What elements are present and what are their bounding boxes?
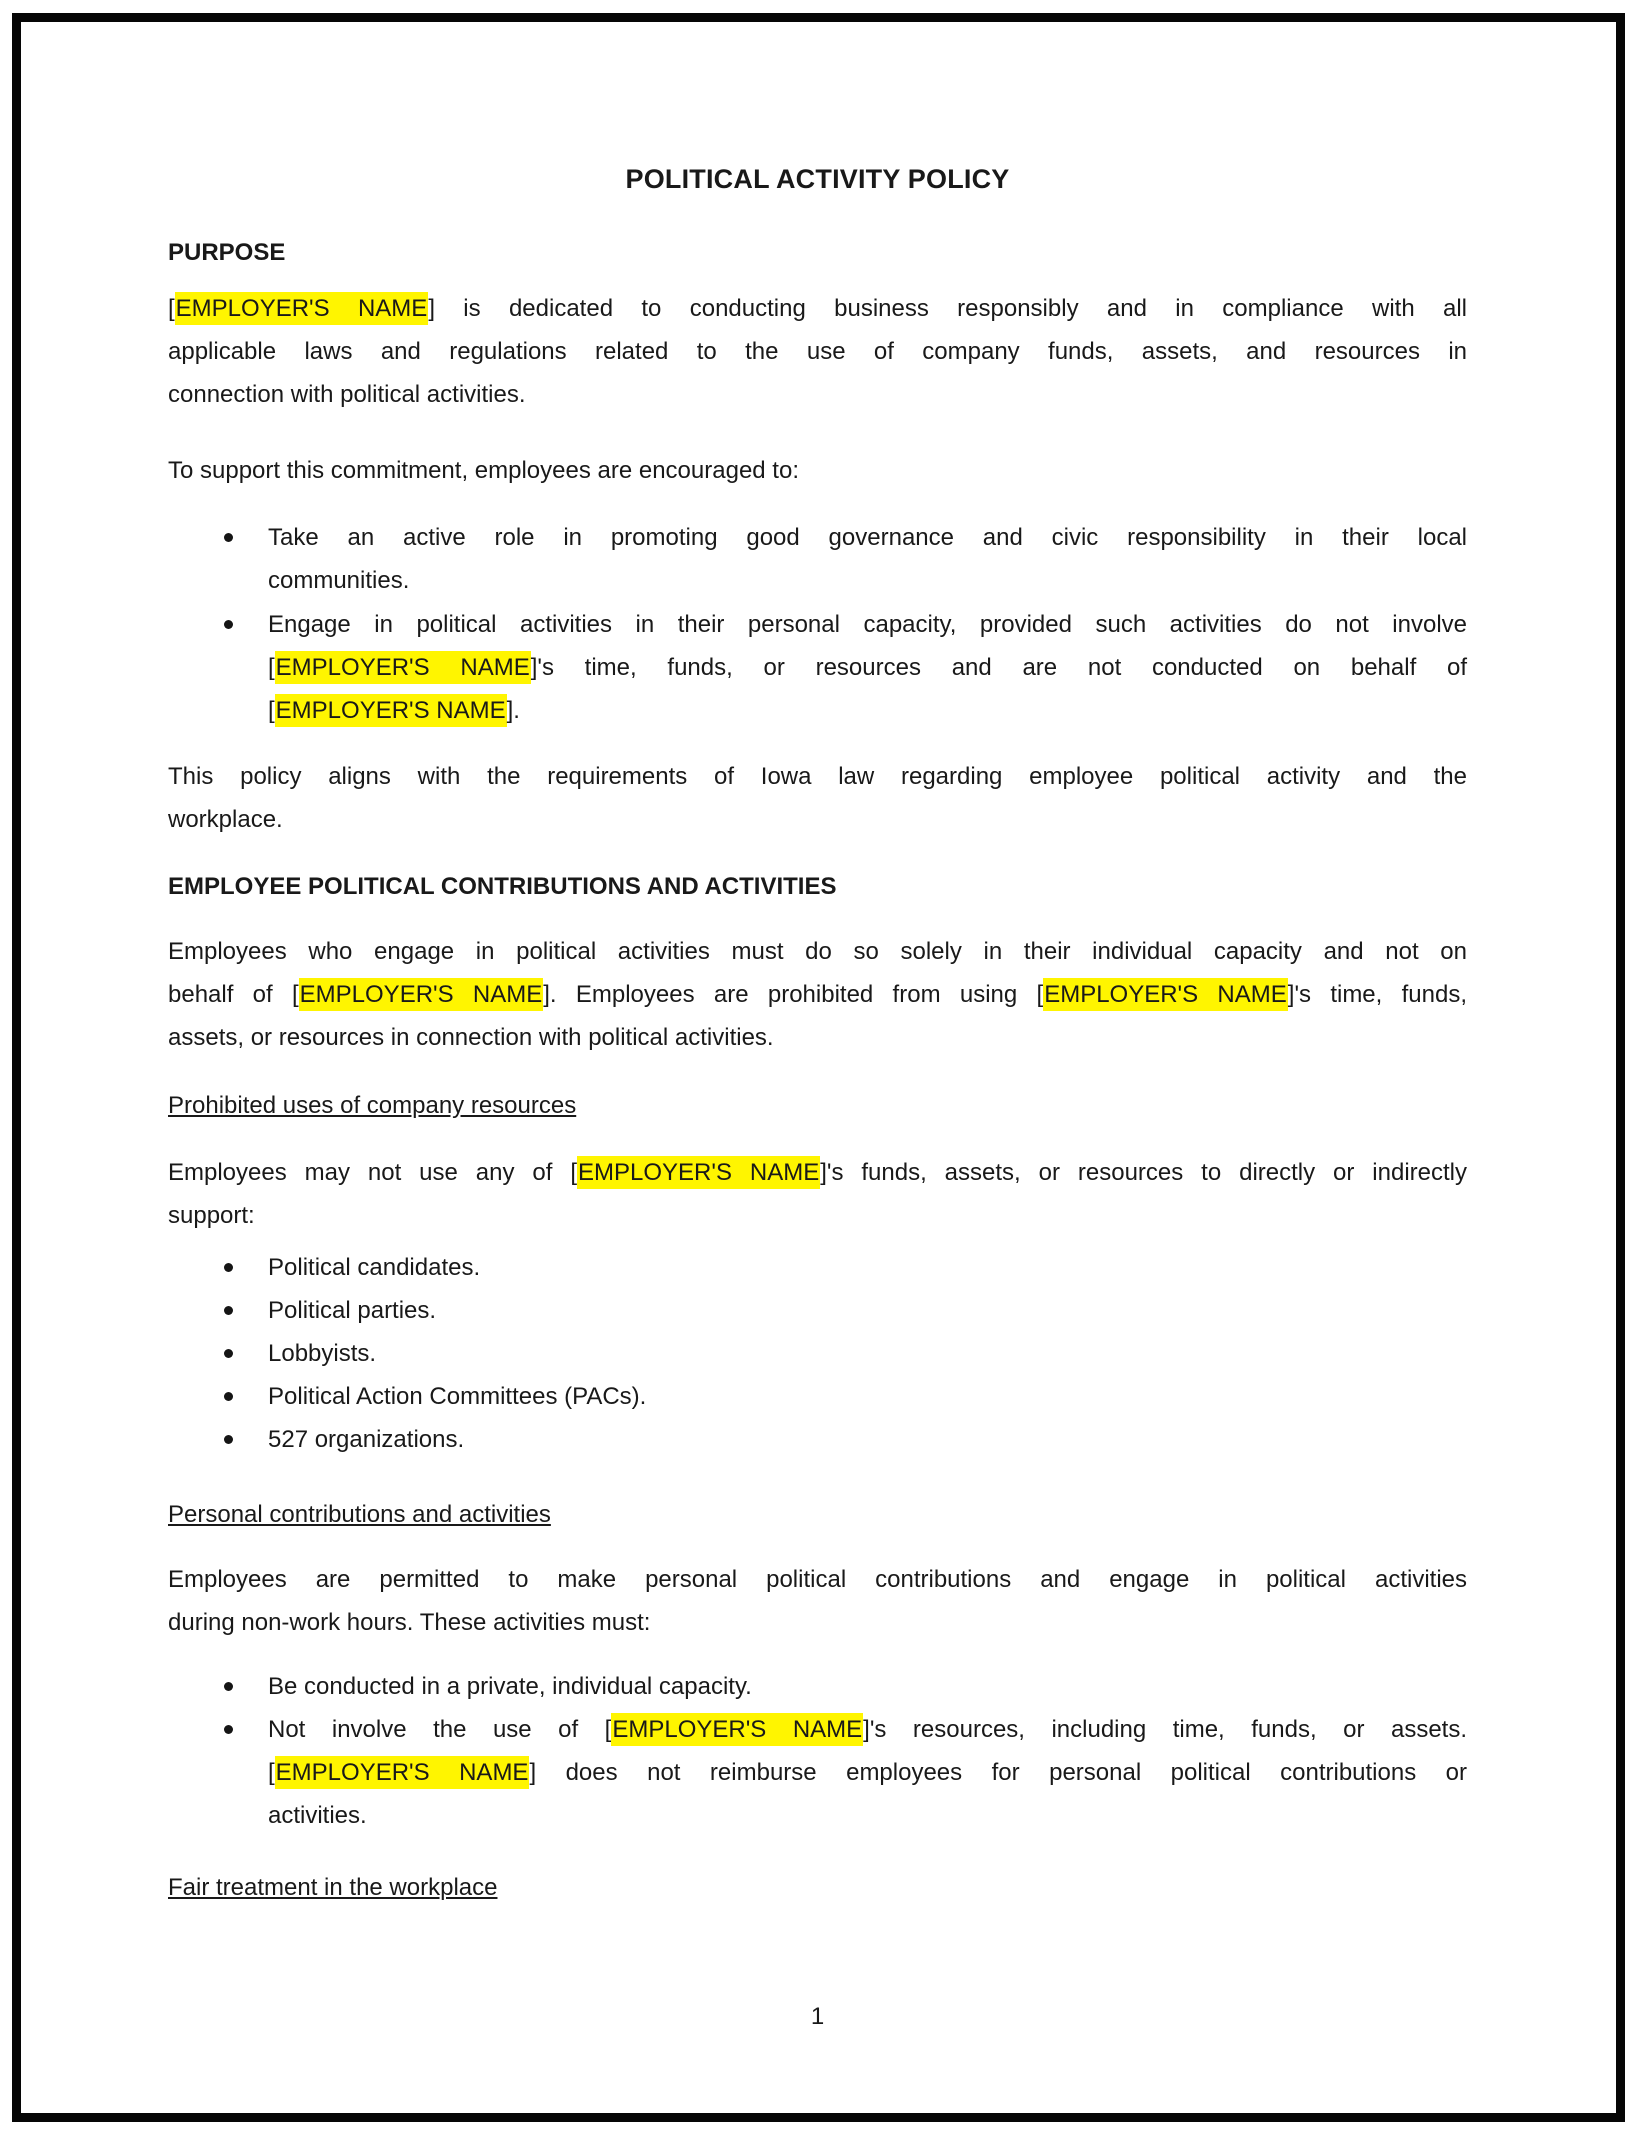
text-segment: ] is dedicated to conducting business responsibly and in compliance with all xyxy=(428,295,1468,322)
subheading-personal-contributions: Personal contributions and activities xyxy=(168,1501,551,1528)
text-line xyxy=(168,1246,1467,1289)
employer-name-highlight: EMPLOYER'S NAME xyxy=(275,694,507,727)
text-line xyxy=(168,1151,1467,1194)
employer-name-highlight: EMPLOYER'S NAME xyxy=(275,651,531,684)
bullet-item-active-role xyxy=(168,516,1467,602)
text-segment: Political Action Committees (PACs). xyxy=(268,1383,647,1410)
text-segment: Be conducted in a private, individual capacity. xyxy=(268,1673,752,1700)
text-segment: Employees who engage in political activities must do so solely in their individual capacity and not on xyxy=(168,938,1467,965)
text-segment: assets, or resources in connection with political activities. xyxy=(168,1024,774,1051)
text-line xyxy=(168,330,1467,373)
employer-name-highlight: EMPLOYER'S NAME xyxy=(175,292,429,325)
heading-employee-political-contributions: EMPLOYEE POLITICAL CONTRIBUTIONS AND ACTIVITIES xyxy=(168,873,837,900)
text-segment: connection with political activities. xyxy=(168,381,526,408)
heading-purpose: PURPOSE xyxy=(168,239,286,266)
text-line xyxy=(168,798,1467,841)
text-segment: ]'s resources, including time, funds, or assets. xyxy=(863,1716,1467,1743)
text-segment: ]'s time, funds, or resources and are not conducted on behalf of xyxy=(530,654,1467,681)
bullet-icon xyxy=(224,1725,233,1734)
text-segment: This policy aligns with the requirements of Iowa law regarding employee political activity and the xyxy=(168,763,1467,790)
text-line xyxy=(168,1794,1467,1837)
text-segment: [ xyxy=(268,697,275,724)
text-line xyxy=(168,689,1467,732)
text-line xyxy=(168,287,1467,330)
employer-name-highlight: EMPLOYER'S NAME xyxy=(611,1713,863,1746)
text-line xyxy=(168,603,1467,646)
text-line xyxy=(168,1665,1467,1708)
text-segment: Political candidates. xyxy=(268,1254,481,1281)
text-line xyxy=(168,973,1467,1016)
text-segment: 527 organizations. xyxy=(268,1426,465,1453)
bullet-icon xyxy=(224,1263,233,1272)
bullet-item-no-company-resources xyxy=(168,1708,1467,1837)
bullet-icon xyxy=(224,1306,233,1315)
text-segment: [ xyxy=(268,654,275,681)
bullet-icon xyxy=(224,620,233,629)
page-number: 1 xyxy=(810,2003,825,2030)
text-line xyxy=(168,559,1467,602)
document-title: POLITICAL ACTIVITY POLICY xyxy=(625,164,1010,194)
text-segment: Engage in political activities in their personal capacity, provided such activities do not involve xyxy=(268,611,1467,638)
bullet-list-prohibited-recipients xyxy=(168,1246,1467,1461)
text-segment: [ xyxy=(168,295,175,322)
text-segment: ]. Employees are prohibited from using [ xyxy=(543,981,1044,1008)
text-line xyxy=(168,1194,1467,1237)
text-line xyxy=(168,1016,1467,1059)
text-segment: Not involve the use of [ xyxy=(268,1716,612,1743)
subheading-prohibited-uses: Prohibited uses of company resources xyxy=(168,1092,577,1119)
text-segment: Employees are permitted to make personal political contributions and engage in political activities xyxy=(168,1566,1467,1593)
text-segment: Take an active role in promoting good governance and civic responsibility in their local xyxy=(268,524,1467,551)
text-segment: ]'s time, funds, xyxy=(1287,981,1467,1008)
paragraph-individual-capacity xyxy=(168,930,1467,1059)
text-line xyxy=(168,1375,1467,1418)
employer-name-highlight: EMPLOYER'S NAME xyxy=(1043,978,1288,1011)
text-segment: Employees may not use any of [ xyxy=(168,1159,577,1186)
text-line xyxy=(168,1708,1467,1751)
text-segment: ] does not reimburse employees for personal political contributions or xyxy=(529,1759,1468,1786)
bullet-icon xyxy=(224,1435,233,1444)
text-line xyxy=(168,1558,1467,1601)
text-segment: workplace. xyxy=(168,806,283,833)
text-line xyxy=(168,755,1467,798)
text-line xyxy=(168,1332,1467,1375)
text-segment: Political parties. xyxy=(268,1297,437,1324)
text-segment: support: xyxy=(168,1202,255,1229)
bullet-icon xyxy=(224,533,233,542)
text-segment: [ xyxy=(268,1759,275,1786)
employer-name-highlight: EMPLOYER'S NAME xyxy=(299,978,544,1011)
bullet-item-engage-personal-capacity xyxy=(168,603,1467,732)
text-line xyxy=(168,449,1467,492)
paragraph-support-commitment xyxy=(168,449,1467,492)
text-segment: activities. xyxy=(268,1802,367,1829)
bullet-icon xyxy=(224,1392,233,1401)
text-line xyxy=(168,646,1467,689)
bullet-item-private-capacity xyxy=(168,1665,1467,1708)
text-segment: Lobbyists. xyxy=(268,1340,377,1367)
text-line xyxy=(168,373,1467,416)
text-line xyxy=(168,1418,1467,1461)
text-segment: To support this commitment, employees are encouraged to: xyxy=(168,457,799,484)
text-segment: ]. xyxy=(506,697,520,724)
bullet-icon xyxy=(224,1682,233,1691)
subheading-fair-treatment: Fair treatment in the workplace xyxy=(168,1874,498,1901)
text-line xyxy=(168,930,1467,973)
text-segment: during non-work hours. These activities must: xyxy=(168,1609,651,1636)
text-line xyxy=(168,516,1467,559)
text-segment: behalf of [ xyxy=(168,981,299,1008)
paragraph-permitted-personal xyxy=(168,1558,1467,1644)
text-segment: ]'s funds, assets, or resources to directly or indirectly xyxy=(820,1159,1467,1186)
employer-name-highlight: EMPLOYER'S NAME xyxy=(275,1756,530,1789)
text-line xyxy=(168,1601,1467,1644)
text-line xyxy=(168,1289,1467,1332)
text-segment: communities. xyxy=(268,567,410,594)
paragraph-purpose-intro xyxy=(168,287,1467,416)
text-segment: applicable laws and regulations related to the use of company funds, assets, and resources in xyxy=(168,338,1467,365)
bullet-icon xyxy=(224,1349,233,1358)
paragraph-iowa-law xyxy=(168,755,1467,841)
employer-name-highlight: EMPLOYER'S NAME xyxy=(577,1156,820,1189)
paragraph-may-not-use xyxy=(168,1151,1467,1237)
text-line xyxy=(168,1751,1467,1794)
